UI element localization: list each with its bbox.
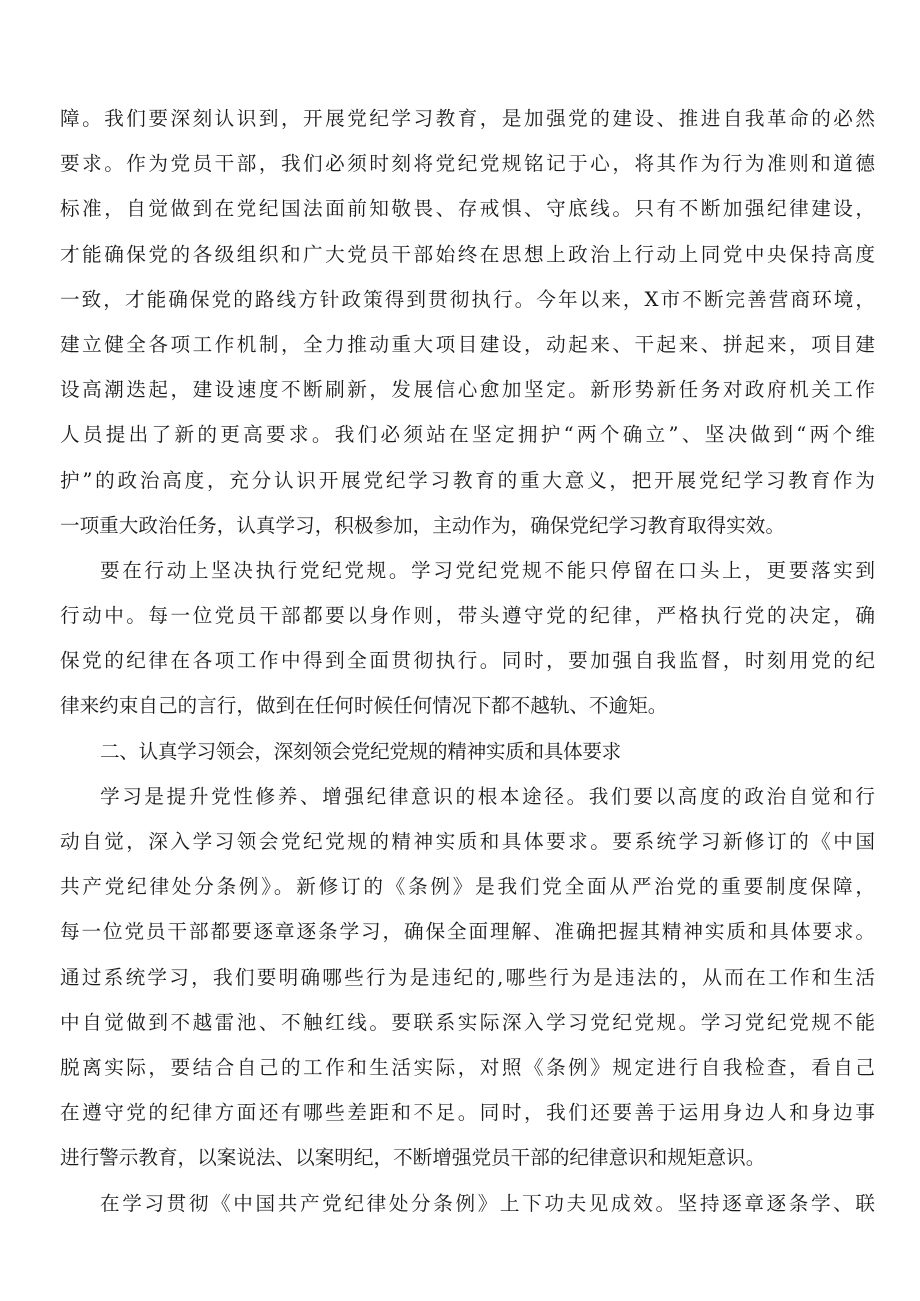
text-line: 保党的纪律在各项工作中得到全面贯彻执行。同时，要加强自我监督，时刻用党的纪 xyxy=(60,649,875,673)
text-line: 脱离实际，要结合自己的工作和生活实际，对照《条例》规定进行自我检查，看自己 xyxy=(60,1055,875,1079)
text-line: 障。我们要深刻认识到，开展党纪学习教育，是加强党的建设、推进自我革命的必然 xyxy=(60,107,875,130)
text-line: 建立健全各项工作机制，全力推动重大项目建设，动起来、干起来、拼起来，项目建 xyxy=(60,332,875,356)
text-line: 在遵守党的纪律方面还有哪些差距和不足。同时，我们还要善于运用身边人和身边事 xyxy=(60,1101,875,1125)
text-line: 行动中。每一位党员干部都要以身作则，带头遵守党的纪律，严格执行党的决定，确 xyxy=(60,604,875,628)
section-heading: 二、认真学习领会，深刻领会党纪党规的精神实质和具体要求 xyxy=(100,739,621,763)
document-body xyxy=(60,96,875,1226)
text-line: 要求。作为党员干部，我们必须时刻将党纪党规铭记于心，将其作为行为准则和道德 xyxy=(60,152,875,176)
paragraph-first-line: 在学习贯彻《中国共产党纪律处分条例》上下功夫见成效。坚持逐章逐条学、联 xyxy=(100,1191,875,1215)
text-line: 中自觉做到不越雷池、不触红线。要联系实际深入学习党纪党规。学习党纪党规不能 xyxy=(60,1010,875,1034)
text-line: 护”的政治高度，充分认识开展党纪学习教育的重大意义，把开展党纪学习教育作为 xyxy=(60,468,875,492)
text-line: 才能确保党的各级组织和广大党员干部始终在思想上政治上行动上同党中央保持高度 xyxy=(60,242,875,266)
text-line: 一项重大政治任务，认真学习，积极参加，主动作为，确保党纪学习教育取得实效。 xyxy=(60,513,785,537)
text-line: 通过系统学习，我们要明确哪些行为是违纪的,哪些行为是违法的，从而在工作和生活 xyxy=(60,965,875,989)
text-line: 进行警示教育，以案说法、以案明纪，不断增强党员干部的纪律意识和规矩意识。 xyxy=(60,1146,766,1170)
text-line: 标准，自觉做到在党纪国法面前知敬畏、存戒惧、守底线。只有不断加强纪律建设， xyxy=(60,197,875,221)
paragraph-first-line: 要在行动上坚决执行党纪党规。学习党纪党规不能只停留在口头上，更要落实到 xyxy=(100,558,875,582)
text-line: 每一位党员干部都要逐章逐条学习，确保全面理解、准确把握其精神实质和具体要求。 xyxy=(60,920,875,944)
text-line: 设高潮迭起，建设速度不断刷新，发展信心愈加坚定。新形势新任务对政府机关工作 xyxy=(60,378,875,402)
text-line: 动自觉，深入学习领会党纪党规的精神实质和具体要求。要系统学习新修订的《中国 xyxy=(60,830,875,853)
text-line: 一致，才能确保党的路线方针政策得到贯彻执行。今年以来，X市不断完善营商环境， xyxy=(60,287,875,311)
text-line: 律来约束自己的言行，做到在任何时候任何情况下都不越轨、不逾矩。 xyxy=(60,694,668,718)
paragraph-first-line: 学习是提升党性修养、增强纪律意识的根本途径。我们要以高度的政治自觉和行 xyxy=(100,784,875,808)
text-line: 共产党纪律处分条例》。新修订的《条例》是我们党全面从严治党的重要制度保障， xyxy=(60,875,875,899)
text-line: 人员提出了新的更高要求。我们必须站在坚定拥护“两个确立”、坚决做到“两个维 xyxy=(60,423,875,447)
